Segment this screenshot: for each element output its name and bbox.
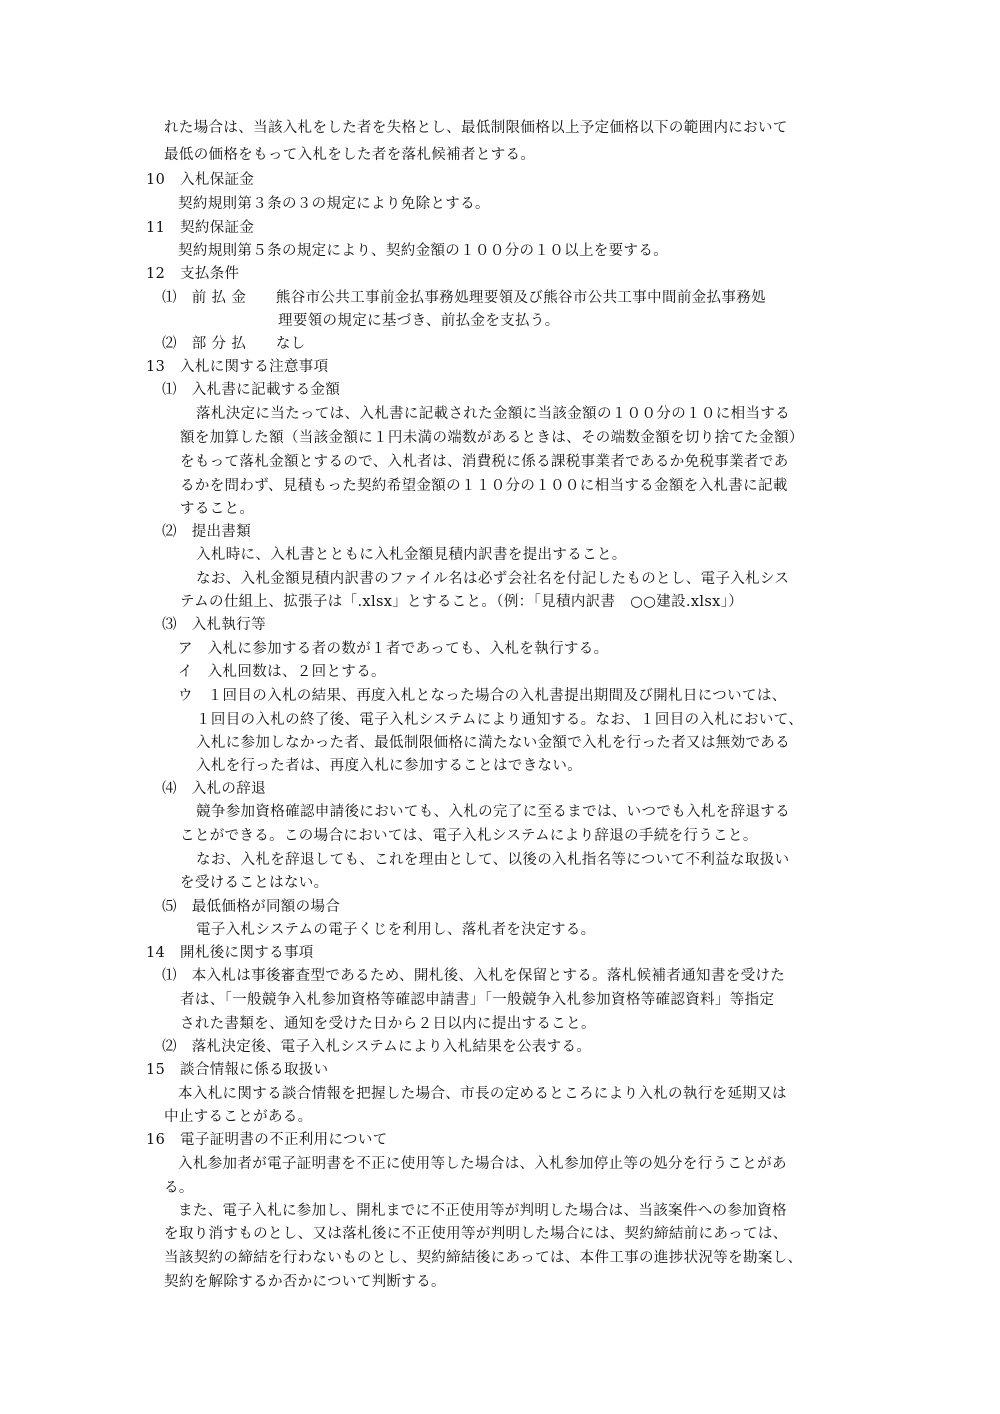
text-line: 競争参加資格確認申請後においても、入札の完了に至るまでは、いつでも入札を辞退する	[196, 804, 790, 820]
text-line: １回目の入札の終了後、電子入札システムにより通知する。なお、１回目の入札において、	[196, 712, 804, 728]
text-line: ア 入札に参加する者の数が１者であっても、入札を執行する。	[178, 641, 609, 657]
text-line: ⑴ 本入札は事後審査型であるため、開札後、入札を保留とする。落札候補者通知書を受けた	[162, 968, 786, 984]
text-line: ⑵ 部 分 払 なし	[162, 336, 306, 352]
subsection-heading: ⑵ 提出書類	[162, 524, 252, 540]
section-heading: 13 入札に関する注意事項	[146, 359, 329, 375]
text-line: なお、入札金額見積内訳書のファイル名は必ず会社名を付記したものとし、電子入札シス	[196, 571, 790, 587]
text-line: すること。	[180, 501, 255, 517]
text-line: された書類を、通知を受けた日から２日以内に提出すること。	[180, 1016, 596, 1032]
text-line: を受けることはない。	[180, 875, 329, 891]
section-heading: 14 開札後に関する事項	[146, 945, 314, 961]
text-line: ことができる。この場合においては、電子入札システムにより辞退の手続を行うこと。	[180, 828, 758, 844]
text-line: 理要領の規定に基づき、前払金を支払う。	[278, 313, 560, 329]
text-line: 契約規則第５条の規定により、契約金額の１００分の１０以上を要する。	[178, 243, 669, 259]
subsection-heading: ⑴ 入札書に記載する金額	[162, 382, 341, 398]
text-line: る。	[164, 1180, 194, 1196]
text-line: 落札決定に当たっては、入札書に記載された金額に当該金額の１００分の１０に相当する	[196, 406, 790, 422]
section-heading: 10 入札保証金	[146, 172, 255, 188]
text-line: を取り消すものとし、又は落札後に不正使用等が判明した場合には、契約締結前にあっては、	[164, 1226, 788, 1242]
text-line: 中止することがある。	[164, 1109, 313, 1125]
section-heading: 12 支払条件	[146, 266, 240, 282]
text-line: 入札を行った者は、再度入札に参加することはできない。	[196, 758, 583, 774]
text-line: 契約規則第３条の３の規定により免除とする。	[178, 196, 490, 212]
text-line: ⑴ 前 払 金 熊谷市公共工事前金払事務処理要領及び熊谷市公共工事中間前金払事務処	[162, 290, 766, 306]
text-line: 入札時に、入札書とともに入札金額見積内訳書を提出すること。	[196, 547, 627, 563]
text-line: 本入札に関する談合情報を把握した場合、市長の定めるところにより入札の執行を延期又は	[178, 1086, 787, 1102]
text-line: れた場合は、当該入札をした者を失格とし、最低制限価格以上予定価格以下の範囲内において	[164, 120, 788, 136]
text-line: 額を加算した額（当該金額に１円未満の端数があるときは、その端数金額を切り捨てた金額）	[180, 430, 804, 446]
text-line: 当該契約の締結を行わないものとし、契約締結後にあっては、本件工事の進捗状況等を勘案し、	[164, 1250, 803, 1266]
subsection-heading: ⑷ 入札の辞退	[162, 781, 266, 797]
text-line: るかを問わず、見積もった契約希望金額の１１０分の１００に相当する金額を入札書に記載	[180, 478, 788, 494]
text-line: 入札に参加しなかった者、最低制限価格に満たない金額で入札を行った者又は無効である	[196, 735, 790, 751]
section-heading: 16 電子証明書の不正利用について	[146, 1132, 388, 1148]
subsection-heading: ⑶ 入札執行等	[162, 617, 266, 633]
text-line: をもって落札金額とするので、入札者は、消費税に係る課税事業者であるか免税事業者であ	[180, 454, 789, 470]
section-heading: 15 談合情報に係る取扱い	[146, 1062, 329, 1078]
text-line: 契約を解除するか否かについて判断する。	[164, 1274, 446, 1290]
text-line: また、電子入札に参加し、開札までに不正使用等が判明した場合は、当該案件への参加資格	[178, 1203, 787, 1219]
text-line: 最低の価格をもって入札をした者を落札候補者とする。	[164, 147, 536, 163]
text-line: 者は、「一般競争入札参加資格等確認申請書」「一般競争入札参加資格等確認資料」等指定	[180, 992, 775, 1008]
text-line: 電子入札システムの電子くじを利用し、落札者を決定する。	[196, 922, 596, 938]
text-line: ウ １回目の入札の結果、再度入札となった場合の入札書提出期間及び開札日については、	[178, 688, 787, 704]
text-line: イ 入札回数は、２回とする。	[178, 664, 386, 680]
text-line: ⑵ 落札決定後、電子入札システムにより入札結果を公表する。	[162, 1039, 592, 1055]
text-line: 入札参加者が電子証明書を不正に使用等した場合は、入札参加停止等の処分を行うことがあ	[178, 1156, 787, 1172]
section-heading: 11 契約保証金	[146, 220, 255, 236]
text-line: テムの仕組上、拡張子は「.xlsx」とすること。（例：「見積内訳書 ○○建設.xlsx」）	[180, 594, 744, 610]
subsection-heading: ⑸ 最低価格が同額の場合	[162, 899, 341, 915]
text-line: なお、入札を辞退しても、これを理由として、以後の入札指名等について不利益な取扱い	[196, 852, 790, 868]
